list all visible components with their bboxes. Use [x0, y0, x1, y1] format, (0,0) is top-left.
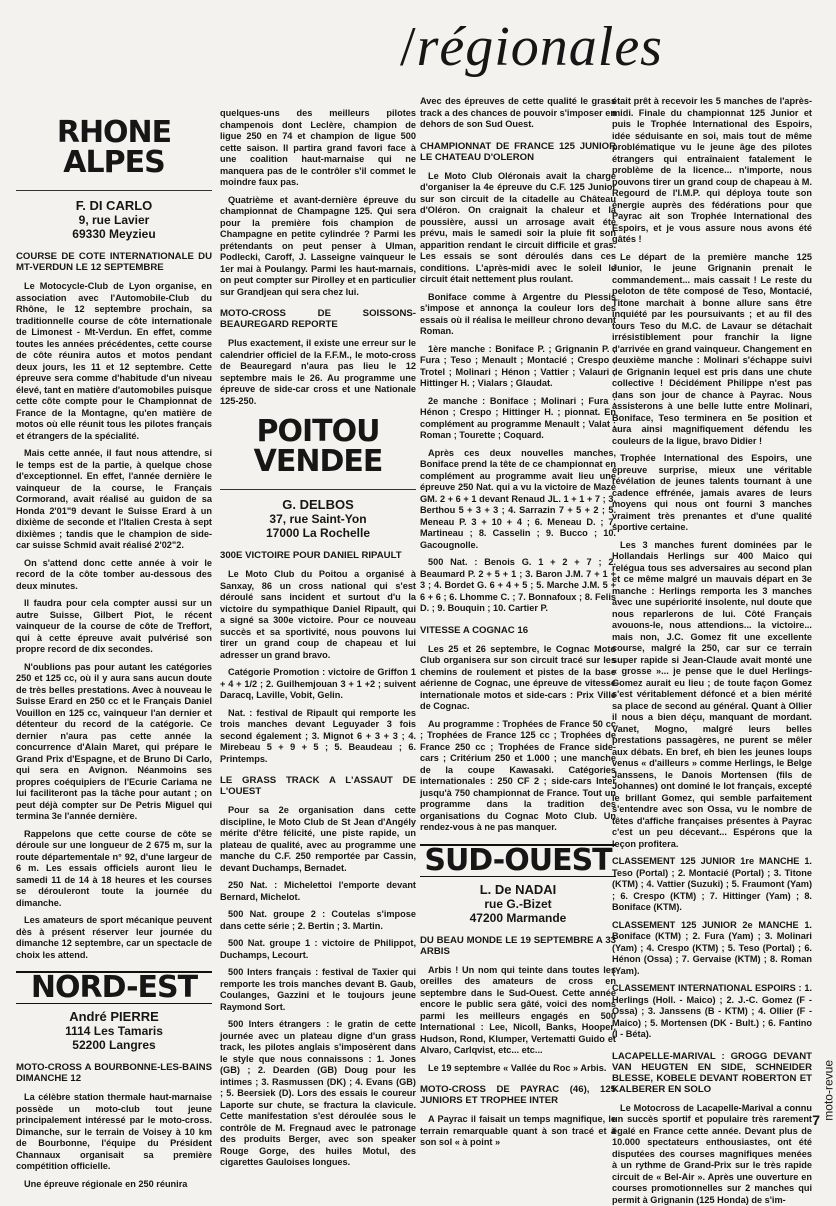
divider: [220, 489, 416, 490]
correspondent-name: André PIERRE: [16, 1010, 212, 1024]
article-heading: VITESSE A COGNAC 16: [420, 625, 616, 636]
correspondent-address: [16, 1010, 212, 1052]
paragraph: 500 Nat. : Benois G. 1 + 2 + 7 ; 2. Beaumard P. 2 + 5 + 1 ; 3. Baron J.M. 7 + 1 + 3 ; 4. Bordet G. 6 + 4 + 5 ; 5. Marche J.M. 5 + 6 + 6 ; 6. Lhomme C. ; 7. Bonnafoux ; 8. Felis D. ; 9. Bouquin ; 10. Cartier P.: [420, 557, 616, 615]
address-city: 52200 Langres: [16, 1038, 212, 1052]
paragraph: A Payrac il faisait un temps magnifique, le terrain remarquable quant à son tracé et à son sol « à point »: [420, 1114, 616, 1149]
correspondent-address: [16, 199, 212, 241]
article-heading: CHAMPIONNAT DE FRANCE 125 JUNIOR LE CHATEAU D'OLERON: [420, 141, 616, 163]
paragraph: On s'attend donc cette année à voir le record de la côte tomber au-dessous des deux minutes.: [16, 558, 212, 593]
magazine-name: moto-revue: [822, 1060, 836, 1121]
paragraph: La célèbre station thermale haut-marnaise possède un moto-club tout jeune principalement intéressé par le moto-cross. Dimanche, sur le terrain de Voisey à 10 km de Bourbonne, l'équipe du Président Channaux organisait sa première compétition officielle.: [16, 1092, 212, 1173]
article-heading: DU BEAU MONDE LE 19 SEPTEMBRE A 33 ARBIS: [420, 935, 616, 957]
paragraph: Plus exactement, il existe une erreur sur le calendrier officiel de la F.F.M., le moto-cross de Beauregard n'aura pas lieu le 12 septembre mais le 26. Au programme une épreuve de side-car cross et une Nationale 125-250.: [220, 338, 416, 407]
article-heading: MOTO-CROSS DE SOISSONS-BEAUREGARD REPORTE: [220, 308, 416, 330]
address-street: 37, rue Saint-Yon: [220, 512, 416, 526]
address-city: 17000 La Rochelle: [220, 526, 416, 540]
paragraph: Nat. : festival de Ripault qui remporte les trois manches devant Leguyader 3 fois second également ; 3. Mignot 6 + 3 + 3 ; 4. Mirebeau 5 + 9 + 5 ; 5. Beaudeau ; 6. Printemps.: [220, 708, 416, 766]
correspondent-name: G. DELBOS: [220, 498, 416, 512]
paragraph: Arbis ! Un nom qui teinte dans toutes les oreilles des amateurs de cross en septembre dans le Sud-Ouest. Cette année encore le public sera gâté, voici des noms parmi les meilleurs engagés en 500 International : Lee, Nicoll, Banks, Hooper, Hudson, Rond, Klumper, Vertematti Guido et Alvaro, Carlqvist, etc... etc...: [420, 965, 616, 1057]
article-heading: LE GRASS TRACK A L'ASSAUT DE L'OUEST: [220, 775, 416, 797]
paragraph: 500 Inters étrangers : le gratin de cette journée avec un plateau digne d'un grass track, les pilotes anglais s'imposèrent dans le style que nous connaissons : 1. Jones (GB) ; 2. Dearden (GB) Doug pour les intimes ; 3. Rasmussen (DK) ; 4. Evans (GB) ; 5. Beersiek (D). Lors des essais le coureur Laporte sur chute, se fractura la clavicule. Cette manifestation s'est déroulée sous le contrôle de M. Fregnaud avec le patronage des produits Berger, avec son speaker Rouge Gorge, des huiles Motul, des cigarettes Gauloises longues.: [220, 1019, 416, 1169]
correspondent-name: L. De NADAI: [420, 883, 616, 897]
paragraph: N'oublions pas pour autant les catégories 250 et 125 cc, où il y aura sans aucun doute de très belles prestations. Avec à nouveau le Suisse Erard en 250 cc et le Français Daniel Vouillon en 125 cc, vainqueur l'an dernier et détenteur du record de la catégorie. Ce dernier n'aura pas cette année la concurrence d'Alain Maret, qui prépare le Grand Prix d'Espagne, et de Bruno Di Carlo, qui sera en Avignon. Néanmoins ses propres coéquipiers de l'Ecurie Cariama ne lui faciliteront pas la tâche pour autant ; on peut déjà compter sur De Petris Miguel qui termina 3e l'année dernière.: [16, 662, 212, 823]
paragraph: Pour sa 2e organisation dans cette discipline, le Moto Club de St Jean d'Angély mérite d'être félicité, une piste rapide, un plateau de qualité, avec au programme une manche du C.F. 250 remportée par Cassin, devant Duchamps, Bernadet.: [220, 805, 416, 874]
article-heading: 300E VICTOIRE POUR DANIEL RIPAULT: [220, 550, 416, 561]
page-number: 7: [812, 1112, 820, 1128]
paragraph: Le Motocycle-Club de Lyon organise, en association avec l'Automobile-Club du Rhône, le 12 septembre prochain, sa traditionnelle course de côte internationale de Limonest - Mt-Verdun. En effet, comme toutes les années précédentes, cette course de côte réunira autos et motos pendant deux jours, les 11 et 12 septembre. Cette épreuve sera comme d'habitude d'un niveau élevé, tant en matière d'automobiles puisque cette côte compte pour le Championnat de France de la Montagne, qu'en matière de motos où elle réunit tous les pilotes français et étrangers de la spécialité.: [16, 281, 212, 442]
address-city: 69330 Meyzieu: [16, 227, 212, 241]
correspondent-address: [220, 498, 416, 540]
paragraph: 500 Inters français : festival de Taxier qui remporte les trois manches devant B. Gaub, Coulanges, Gazzini et le toujours jeune Raymond Sort.: [220, 967, 416, 1013]
paragraph: 250 Nat. : Michelettoi l'emporte devant Bernard, Michelot.: [220, 880, 416, 903]
region-heading-sud-ouest: [420, 844, 616, 877]
address-city: 47200 Marmande: [420, 911, 616, 925]
results-paragraph: CLASSEMENT 125 JUNIOR 1re MANCHE 1. Teso (Portal) ; 2. Montacié (Portal) ; 3. Titone (KTM) ; 4. Vattier (Suzuki) ; 5. Fraumont (Yam) ; 6. Crespo (KTM) ; 7. Hittinger (Yam) ; 8. Boniface (KTM).: [612, 856, 812, 914]
paragraph: Le Motocross de Lacapelle-Marival a connu un succès sportif et populaire très rarement égalé en France cette année. Devant plus de 10.000 spectateurs enthousiastes, ont été disputées des courses magnifiques menées à un rythme de Grand-Prix sur le très rapide circuit de « Bel-Air ». Après une ouverture en courses promotionnelles sur 2 manches qui permit à Grignanin (125 Honda) de s'im-: [612, 1103, 812, 1206]
paragraph: Le Moto Club du Poitou a organisé à Sanxay, 86 un cross national qui s'est déroulé sans incident et surtout d'u la victoire du sympathique Daniel Ripault, qui a signé sa 300e victoire. Pour ce nouveau succès et sa sportivité, nous pouvons lui tirer un grand coup de chapeau et lui adresser un grand bravo.: [220, 569, 416, 661]
divider: [16, 190, 212, 191]
title-word: régionales: [417, 16, 663, 78]
region-title: NORD-EST: [16, 971, 212, 1004]
correspondent-name: F. DI CARLO: [16, 199, 212, 213]
page-title: [400, 14, 810, 84]
address-street: 1114 Les Tamaris: [16, 1024, 212, 1038]
column-4: [612, 96, 812, 1132]
paragraph: Quatrième et avant-dernière épreuve du championnat de Champagne 125. Qui sera pour la première fois champion de Champagne en petite cylindrée ? Parmi les prétendants on peut penser à Ulman, Podlecki, Caroff, J. Lasseigne vainqueur le 1er mai à Poulangy. Parmi les haut-marnais, on peut compter sur Pirolley et en particulier sur Grandjean qui sera chez lui.: [220, 195, 416, 299]
paragraph: quelques-uns des meilleurs pilotes champenois dont Leclère, champion de ligue 250 en 74 et champion de ligue 500 cette saison. Il partira grand favori face à une coalition haut-marnaise qui ne manquera pas de le contrôler s'il commet le moindre faux pas.: [220, 108, 416, 189]
results-paragraph: CLASSEMENT 125 JUNIOR 2e MANCHE 1. Boniface (KTM) ; 2. Fura (Yam) ; 3. Molinari (Yam) ; 4. Crespo (KTM) ; 5. Teso (Portal) ; 6. Hénon (Ossa) ; 7. Gervaise (KTM) ; 8. Roman (Yam).: [612, 920, 812, 978]
paragraph: 500 Nat. groupe 1 : victoire de Philippot, Duchamps, Lecourt.: [220, 938, 416, 961]
paragraph: était prêt à recevoir les 5 manches de l'après-midi. Finale du championnat 125 Junior et puis le Trophée International des Espoirs, idée séduisante en soi, mais tout de même problématique vu le jeune âge des pilotes étrangers qui entraînaient fatalement le problème de la licence... n'importe, nous pouvons tirer un grand coup de chapeau à M. Regourd de l'I.M.P. qui déploya toute son énergie auprès des fédérations pour que Payrac ait son Trophée International des Espoirs, et je vous assure nous avons été gâtés !: [612, 96, 812, 246]
paragraph: Les 3 manches furent dominées par le Hollandais Herlings sur 400 Maico qui relégua tous ses adversaires au second plan et ce même malgré un mauvais départ en 3e manche : Herlings remporta les 3 manches avec une supériorité insolente, nul doute que nous reparlerons de lui. Côté Français avouons-le, nous attendions... la victoire... mais non, J.C. Gomez fit une excellente course, malgré la 250, car sur ce terrain super rapide si Jean-Claude avait monté une « grosse »... je pense que le duel Herlings-Gomez aurait eu lieu ; de toute façon Gomez s'est véritablement défoncé et a bien mérité sa place de second au général. Quant à Ollier il nous a bien déçu, manquant de mordant. Vanet, Mogno, malgré leurs belles prestations passagères, ne purent se mêler aux débats. En bref, eh bien les jeunes loups venus « d'ailleurs » comme Herlings, le Belge Janssens, le Danois Mortensen (fils de Johannes) ont dominé le lot français, excepté le brillant Gomez, qui semble parfaitement s'entendre avec son Ossa, vu le nombre de têtes d'affiche françaises présentes à Payrac c'est un peu décevant... Espérons que la leçon profitera.: [612, 540, 812, 851]
paragraph: 1ère manche : Boniface P. ; Grignanin P. ; Fura ; Teso ; Menault ; Montacié ; Crespo ; Trotel ; Molinari ; Hénon ; Vattier ; Valauri ; Hittinger H. ; Vialars ; Glaudat.: [420, 344, 616, 390]
paragraph: Trophée International des Espoirs, une épreuve surprise, mieux une véritable révélation de jeunes talents tournant à une cadence effrénée, jamais avares de leurs moyens qui nous ont fourni 3 manches vraiment très prenantes et d'une qualité sportive certaine.: [612, 453, 812, 534]
paragraph: Au programme : Trophées de France 50 cc ; Trophées de France 125 cc ; Trophées de France 250 cc ; Trophées de France side-cars ; Critérium 250 et 1.000 ; une manche de la coupe Kawasaki. Catégories internationales : 250 CF 2 ; side-cars Inter jusqu'à 750 championnat de France. Tout un programme dans la tradition des organisations du Cognac Moto Club. Un rendez-vous à ne pas manquer.: [420, 719, 616, 834]
title-slash: /: [400, 16, 417, 78]
paragraph: Le 19 septembre « Vallée du Roc » Arbis.: [420, 1063, 616, 1075]
column-2: [220, 108, 416, 1128]
article-heading: MOTO-CROSS DE PAYRAC (46), 125 JUNIORS ET TROPHEE INTER: [420, 1084, 616, 1106]
article-heading: COURSE DE COTE INTERNATIONALE DU MT-VERDUN LE 12 SEPTEMBRE: [16, 251, 212, 273]
paragraph: Une épreuve régionale en 250 réunira: [16, 1179, 212, 1191]
paragraph: Le Moto Club Oléronais avait la charge d'organiser la 4e épreuve du C.F. 125 Junior sur son circuit de la citadelle au Château d'Oléron. On craignait la chaleur et la poussière, aussi un arrosage avait été prévu, mais le samedi soir la pluie fit son apparition rendant le circuit difficile et gras. Les essais se sont déroulés dans ces conditions. L'après-midi avec le soleil le circuit était nettement plus roulant.: [420, 171, 616, 286]
column-1: [16, 108, 212, 1128]
paragraph: 500 Nat. groupe 2 : Coutelas s'impose dans cette série ; 2. Bertin ; 3. Martin.: [220, 909, 416, 932]
paragraph: 2e manche : Boniface ; Molinari ; Fura ; Hénon ; Crespo ; Hittinger H. ; pionnat. En complément au programme Menault ; Valat ; Roman ; Tourette ; Coquard.: [420, 396, 616, 442]
correspondent-address: [420, 883, 616, 925]
region-heading-rhone-alpes: [16, 118, 212, 178]
column-3: [420, 96, 616, 1132]
paragraph: Rappelons que cette course de côte se déroule sur une longueur de 2 675 m, sur la route départementale n° 92, d'une largeur de 6 m. Les essais officiels auront lieu le samedi 11 de 14 à 18 heures et les courses se dérouleront toute la journée du dimanche.: [16, 829, 212, 910]
paragraph: Il faudra pour cela compter aussi sur un autre Suisse, Gilbert Piot, le récent vainqueur de la course de côte de Treffort, qui à cette épreuve avait pulvérisé son propre record de dix secondes.: [16, 598, 212, 656]
paragraph: Boniface comme à Argentre du Plessis s'impose et annonça la couleur lors des essais où il réalisa le meilleur chrono devant Roman.: [420, 292, 616, 338]
paragraph: Mais cette année, il faut nous attendre, si le temps est de la partie, à quelque chose d'exceptionnel. En effet, l'année dernière le vainqueur de la course, le Français Cormorand, avait réalisé au guidon de sa Honda 2'01"9 devant le Suisse Erard à un dixième de seconde et l'Italien Cresta à sept dixièmes ; tandis que le champion de side-car suisse Schmid avait réalisé 2'02"2.: [16, 448, 212, 552]
paragraph: Avec des épreuves de cette qualité le grass track a des chances de pouvoir s'imposer en dehors de son Sud Ouest.: [420, 96, 616, 131]
article-heading: LACAPELLE-MARIVAL : GROGG DEVANT VAN HEUGTEN EN SIDE, SCHNEIDER BLESSE, KOBELE DEVANT ROBERTON ET KALBERER EN SOLO: [612, 1051, 812, 1095]
region-heading-nord-est: [16, 971, 212, 1004]
region-title: POITOU VENDEE: [220, 417, 416, 477]
results-paragraph: CLASSEMENT INTERNATIONAL ESPOIRS : 1. Herlings (Holl. - Maico) ; 2. J.-C. Gomez (F - Ossa) ; 3. Janssens (B - KTM) ; 4. Ollier (F - Maico) ; 5. Mortensen (DK - Bult.) ; 6. Fantino (I - Béta).: [612, 983, 812, 1041]
article-heading: MOTO-CROSS A BOURBONNE-LES-BAINS DIMANCHE 12: [16, 1062, 212, 1084]
paragraph: Les amateurs de sport mécanique peuvent dès à présent réserver leur journée du dimanche 12 septembre, car un spectacle de choix les attend.: [16, 915, 212, 961]
paragraph: Après ces deux nouvelles manches, Boniface prend la tête de ce championnat en complément au programme avait lieu une épreuve 250 Nat. qui a vu la victoire de Mazé GM. 2 + 6 + 1 devant Renaud JL. 1 + 1 + 7 ; 3. Berthou 5 + 3 + 3 ; 4. Sarrazin 7 + 5 + 2 ; 5. Meneau P. 3 + 10 + 4 ; 6. Meneau D. ; 7. Martineau ; 8. Casselin ; 9. Bucco ; 10. Gacougnolle.: [420, 448, 616, 552]
paragraph: Le départ de la première manche 125 Junior, le jeune Grignanin prenait le commandement... mais cassait ! Le reste du peloton de tête composé de Teso, Montacié, Titone marchait à bonne allure sans être inquiété par les poursuivants ; et au fil des tours Teso du M.C. de Lavaur se détachait irrésistiblement pour franchir la ligne d'arrivée en grand vainqueur. Changement en deuxième manche : Molinari s'échappe suivi de Grignanin lequel est pris dans une chute collective ! Décidément Philippe n'est pas dans son jour de chance à Payrac. Nous assisterons à une belle lutte entre Molinari, Boniface, Teso terminera en 5e position et aura ainsi magnifiquement défendu les couleurs de la ligue, bravo Didier !: [612, 252, 812, 448]
paragraph: Catégorie Promotion : victoire de Griffon 1 + 4 + 1/2 ; 2. Guilhemjouan 3 + 1 +2 ; suivent Daracq, Laville, Vobit, Gelin.: [220, 667, 416, 702]
region-heading-poitou-vendee: [220, 417, 416, 477]
region-title: RHONE ALPES: [16, 118, 212, 178]
address-street: rue G.-Bizet: [420, 897, 616, 911]
region-title: SUD-OUEST: [420, 844, 616, 877]
address-street: 9, rue Lavier: [16, 213, 212, 227]
paragraph: Les 25 et 26 septembre, le Cognac Moto Club organisera sur son circuit tracé sur les chemins de roulement et pistes de la base aérienne de Cognac, une épreuve de vitesse internationale motos et side-cars : Prix Ville de Cognac.: [420, 644, 616, 713]
